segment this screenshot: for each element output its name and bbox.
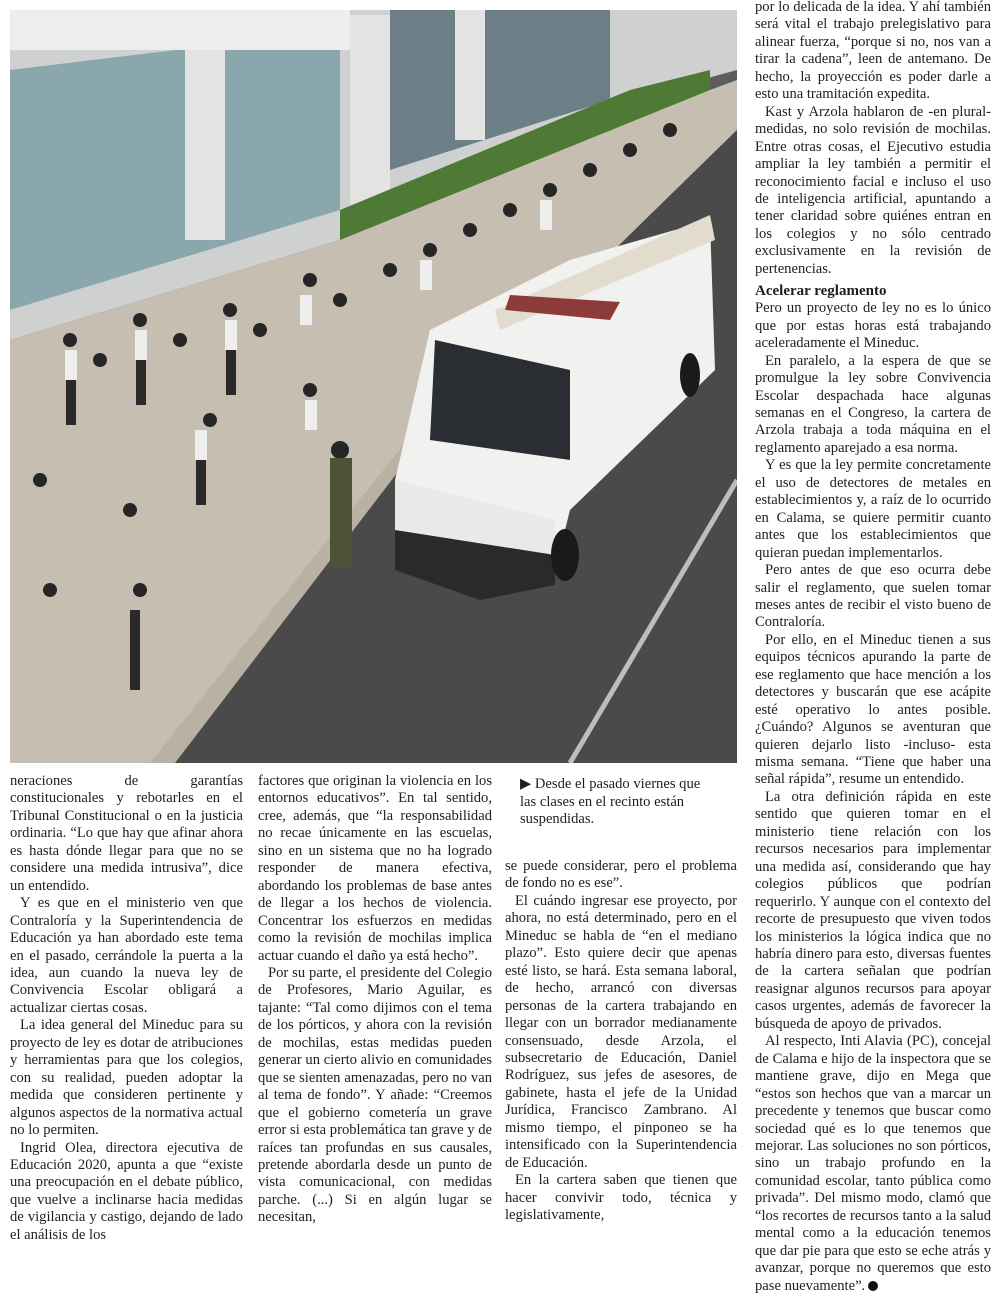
- body-paragraph: Ingrid Olea, directora ejecutiva de Educación 2020, apunta a que “existe una preocupación en el debate público, que vuelve a inclinarse hacia medidas de vigilancia y castigo, dejando de lado el análisis de los: [10, 1139, 243, 1243]
- body-paragraph: por lo delicada de la idea. Y ahí también será vital el trabajo prelegislativo para alinear fuerza, “porque si no, nos van a tirar la cadena”, leen de antemano. De hecho, la proyección es poder darle a esto una tramitación expedita.: [755, 0, 991, 103]
- body-paragraph: Pero un proyecto de ley no es lo único que por estas horas está trabajando aceleradamente el Mineduc.: [755, 300, 991, 352]
- article-photo: [10, 10, 737, 763]
- article-column-right: [755, 0, 991, 1295]
- body-paragraph: se puede considerar, pero el problema de fondo no es ese”.: [505, 858, 737, 892]
- body-paragraph: La idea general del Mineduc para su proyecto de ley es dotar de atribuciones y herramientas para que los colegios, con su realidad, pueden adoptar la medida que consideren pertinente y algunos aspectos de la normativa actual no lo permiten.: [10, 1017, 243, 1139]
- end-of-article-icon: [868, 1281, 878, 1291]
- body-paragraph: Y es que la ley permite concretamente el uso de detectores de metales en establecimientos y, a raíz de lo ocurrido en Calama, se quiere permitir cuanto antes que los establecimientos que quieran puedan implementarlos.: [755, 457, 991, 561]
- photo-students-march-police-van: [10, 10, 737, 763]
- article-column-3: [505, 858, 737, 1225]
- article-column-2: [258, 773, 492, 1227]
- body-paragraph: Pero antes de que eso ocurra debe salir el reglamento, que suelen tomar meses antes de recibir el visto bueno de Contraloría.: [755, 562, 991, 631]
- article-column-1: [10, 773, 243, 1244]
- body-paragraph: neraciones de garantías constitucionales y rebotarles en el Tribunal Constitucional o en la justicia ordinaria. “Lo que hay que afinar ahora es hasta dónde llegar para que no se considere una medida intrusiva”, dice un entendido.: [10, 773, 243, 894]
- caption-text: Desde el pasado viernes que las clases en el recinto están suspendidas.: [520, 776, 701, 827]
- body-paragraph: Kast y Arzola hablaron de -en plural- medidas, no solo revisión de mochilas. Entre otras cosas, el Ejecutivo estudia ampliar la ley también a permitir el reconocimiento facial e incluso el uso de inteligencia artificial, apuntando a tener claridad sobre quiénes entran en los colegios y no sólo centrado exclusivamente en la revisión de pertenencias.: [755, 103, 991, 277]
- body-paragraph: En la cartera saben que tienen que hacer convivir todo, técnica y legislativamente,: [505, 1172, 737, 1224]
- body-paragraph: En paralelo, a la espera de que se promulgue la ley sobre Convivencia Escolar despachada hace algunas semanas en el Congreso, la cartera de Arzola trabaja a toda máquina en el reglamento aparejado a esa norma.: [755, 352, 991, 456]
- body-paragraph: Y es que en el ministerio ven que Contraloría y la Superintendencia de Educación ya han abordado este tema en el pasado, cerrándole la puerta a la idea, aun cuando la nueva ley de Convivencia Escolar obligará a actualizar ciertas cosas.: [10, 895, 243, 1016]
- body-paragraph: Por su parte, el presidente del Colegio de Profesores, Mario Aguilar, es tajante: “Tal como dijimos con el tema de los pórticos, y ahora con la revisión de mochilas, estas medidas pueden generar un cierto alivio en comunidades que se sienten amenazadas, pero no van al tema de fondo”. Y añade: “Creemos que el gobierno cometería un grave error si esta problemática tan grave y de raíces tan profundas en sus causales, pretende abordarla desde un punto de vista comunicacional, con medidas parche. (...) Si en algún lugar se necesitan,: [258, 964, 492, 1226]
- body-paragraph: La otra definición rápida en este sentido que quieren tomar en el ministerio tiene relación con los recursos necesarios para implementar una medida así, considerando que hay colegios públicos que podrían requerirlo. Y aunque con el contexto del recorte de presupuesto que viven todos los ministerios la lógica indica que no habría dinero para esto, diversas fuentes de la cartera señalan que podrían reasignar algunos recursos para apoyar casos urgentes, además de favorecer la búsqueda de apoyo de privados.: [755, 788, 991, 1032]
- body-paragraph: factores que originan la violencia en los entornos educativos”. En tal sentido, cree, además, que “la responsabilidad no recae únicamente en las escuelas, sino en un sistema que no ha logrado responder de manera efectiva, abordando los problemas de base antes de llegar a los hechos de violencia. Concentrar los esfuerzos en medidas como la revisión de mochilas implica actuar cuando el daño ya está hecho”.: [258, 773, 492, 964]
- body-paragraph: Al respecto, Inti Alavia (PC), concejal de Calama e hijo de la inspectora que se mantiene grave, dijo en Mega que “estos son hechos que van a marcar un precedente y tenemos que buscar como sociedad qué es lo que tenemos que mejorar. Las soluciones no son pórticos, sino un trabajo profundo en la comunidad escolar, tanto pública como privada”. Del mismo modo, clamó que “los recortes de recursos tanto a la salud mental como a la educación tenemos que dar pie para que esto se eche atrás y avanzar, porque no queremos que esto pase nuevamente”.: [755, 1033, 991, 1294]
- photo-caption: [520, 776, 720, 829]
- caption-arrow-icon: ▶: [520, 776, 532, 792]
- subheading: Acelerar reglamento: [755, 283, 887, 300]
- body-paragraph: El cuándo ingresar ese proyecto, por ahora, no está determinado, pero en el Mineduc se habla de “en el mediano plazo”. Esto quiere decir que apenas esté listo, se hará. Esta semana laboral, de hecho, arrancó con diversas personas de la cartera trabajando en llegar con un borrador medianamente consensuado, desde Arzola, el subsecretario de Educación, Daniel Rodríguez, sus jefes de asesores, de gabinete, hasta el jefe de la Unidad Jurídica, Francisco Zambrano. Al mismo tiempo, el pinponeo se ha intensificado con la Superintendencia de Educación.: [505, 892, 737, 1171]
- body-paragraph: Por ello, en el Mineduc tienen a sus equipos técnicos apurando la parte de ese reglamento que hace mención a los detectores y buscarán que ese acápite esté operativo lo antes posible. ¿Cuándo? Algunos se aventuran que quieren dejarlo listo -incluso- esta misma semana. “Tiene que haber una señal rápida”, resume un entendido.: [755, 631, 991, 788]
